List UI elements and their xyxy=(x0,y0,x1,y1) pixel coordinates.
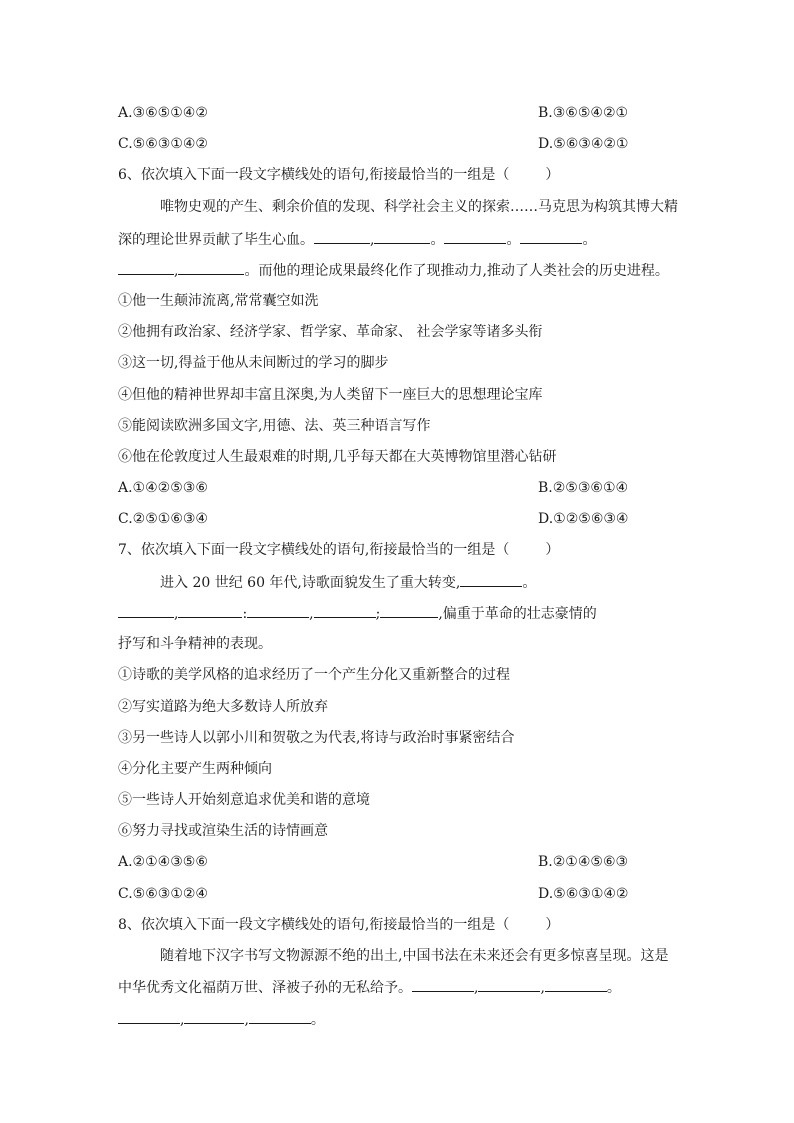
q8-blank-2[interactable] xyxy=(478,977,540,992)
q6-passage-line-2: 深的理论世界贡献了毕生心血。 , 。 。 。 xyxy=(118,229,596,249)
q7-blank-1[interactable] xyxy=(460,572,522,587)
q7-passage-line-1: 进入 20 世纪 60 年代,诗歌面貌发生了重大转变, 。 xyxy=(160,572,536,592)
q7-passage-line-2: , : , ; ,偏重于革命的壮志豪情的 xyxy=(118,603,597,623)
q6-item-2: ②他拥有政治家、经济学家、哲学家、革命家、 社会学家等诸多头衔 xyxy=(118,324,543,340)
q6-blank-3[interactable] xyxy=(444,229,506,244)
q6-option-c[interactable]: C.②⑤①⑥③④ xyxy=(118,511,208,527)
q7-option-d[interactable]: D.⑤⑥③①④② xyxy=(538,886,629,902)
q6-passage-line-3: , 。而他的理论成果最终化作了现推动力,推动了人类社会的历史进程。 xyxy=(118,260,669,280)
q6-blank-4[interactable] xyxy=(520,229,582,244)
q6-paren-close: ） xyxy=(545,167,560,183)
q8-blank-6[interactable] xyxy=(249,1009,311,1024)
q8-paren-close: ） xyxy=(545,917,560,933)
q5-option-a[interactable]: A.③⑥⑤①④② xyxy=(118,105,208,121)
q7-item-5: ⑤一些诗人开始刻意追求优美和谐的意境 xyxy=(118,792,370,808)
q7-blank-2[interactable] xyxy=(118,603,174,618)
q8-passage-line-1: 随着地下汉字书写文物源源不绝的出土,中国书法在未来还会有更多惊喜呈现。这是 xyxy=(160,948,669,964)
q6-option-b[interactable]: B.②⑤③⑥①④ xyxy=(538,480,629,496)
q7-paren-close: ） xyxy=(545,542,560,558)
q6-blank-5[interactable] xyxy=(118,260,174,275)
q7-blank-6[interactable] xyxy=(380,603,438,618)
q6-passage-line-1: 唯物史观的产生、剩余价值的发现、科学社会主义的探索……马克思为构筑其博大精 xyxy=(160,199,678,215)
q7-item-1: ①诗歌的美学风格的追求经历了一个产生分化又重新整合的过程 xyxy=(118,667,510,683)
q7-option-b[interactable]: B.②①④⑤⑥③ xyxy=(538,854,629,870)
q6-stem xyxy=(118,165,559,185)
q6-blank-6[interactable] xyxy=(178,260,244,275)
q8-stem xyxy=(118,915,559,935)
q8-passage-line-3: , , 。 xyxy=(118,1009,325,1029)
q7-option-a[interactable]: A.②①④③⑤⑥ xyxy=(118,854,208,870)
q7-blank-3[interactable] xyxy=(178,603,242,618)
q7-blank-4[interactable] xyxy=(247,603,309,618)
q7-item-6: ⑥努力寻找或渲染生活的诗情画意 xyxy=(118,823,328,839)
q6-blank-1[interactable] xyxy=(314,229,370,244)
q8-blank-4[interactable] xyxy=(118,1009,180,1024)
q8-stem-text: 8、依次填入下面一段文字横线处的语句,衔接最恰当的一组是（ xyxy=(118,917,510,933)
q8-blank-1[interactable] xyxy=(412,977,474,992)
q5-option-b[interactable]: B.③⑥⑤④②① xyxy=(538,105,629,121)
q8-blank-5[interactable] xyxy=(184,1009,244,1024)
q6-item-6: ⑥他在伦敦度过人生最艰难的时期,几乎每天都在大英博物馆里潜心钻研 xyxy=(118,449,557,465)
q7-item-3: ③另一些诗人以郭小川和贺敬之为代表,将诗与政治时事紧密结合 xyxy=(118,730,515,746)
q6-option-d[interactable]: D.①②⑤⑥③④ xyxy=(538,511,629,527)
q7-item-4: ④分化主要产生两种倾向 xyxy=(118,761,272,777)
q7-stem xyxy=(118,540,559,560)
q6-item-3: ③这一切,得益于他从未间断过的学习的脚步 xyxy=(118,355,389,371)
q7-option-c[interactable]: C.⑤⑥③①②④ xyxy=(118,886,208,902)
q6-blank-2[interactable] xyxy=(374,229,430,244)
q6-item-5: ⑤能阅读欧洲多国文字,用德、法、英三种语言写作 xyxy=(118,418,431,434)
q7-item-2: ②写实道路为绝大多数诗人所放弃 xyxy=(118,699,328,715)
q6-stem-text: 6、依次填入下面一段文字横线处的语句,衔接最恰当的一组是（ xyxy=(118,167,510,183)
q5-option-c[interactable]: C.⑤⑥③①④② xyxy=(118,136,208,152)
q8-blank-3[interactable] xyxy=(545,977,607,992)
q6-item-1: ①他一生颠沛流离,常常囊空如洗 xyxy=(118,293,319,309)
q8-passage-line-2: 中华优秀文化福荫万世、泽被子孙的无私给予。 , , 。 xyxy=(118,977,621,997)
q6-option-a[interactable]: A.①④②⑤③⑥ xyxy=(118,480,208,496)
q7-passage-line-3: 抒写和斗争精神的表现。 xyxy=(118,636,272,652)
q7-stem-text: 7、依次填入下面一段文字横线处的语句,衔接最恰当的一组是（ xyxy=(118,542,510,558)
q7-blank-5[interactable] xyxy=(314,603,376,618)
q5-option-d[interactable]: D.⑤⑥③④②① xyxy=(538,136,629,152)
q6-item-4: ④但他的精神世界却丰富且深奥,为人类留下一座巨大的思想理论宝库 xyxy=(118,387,543,403)
